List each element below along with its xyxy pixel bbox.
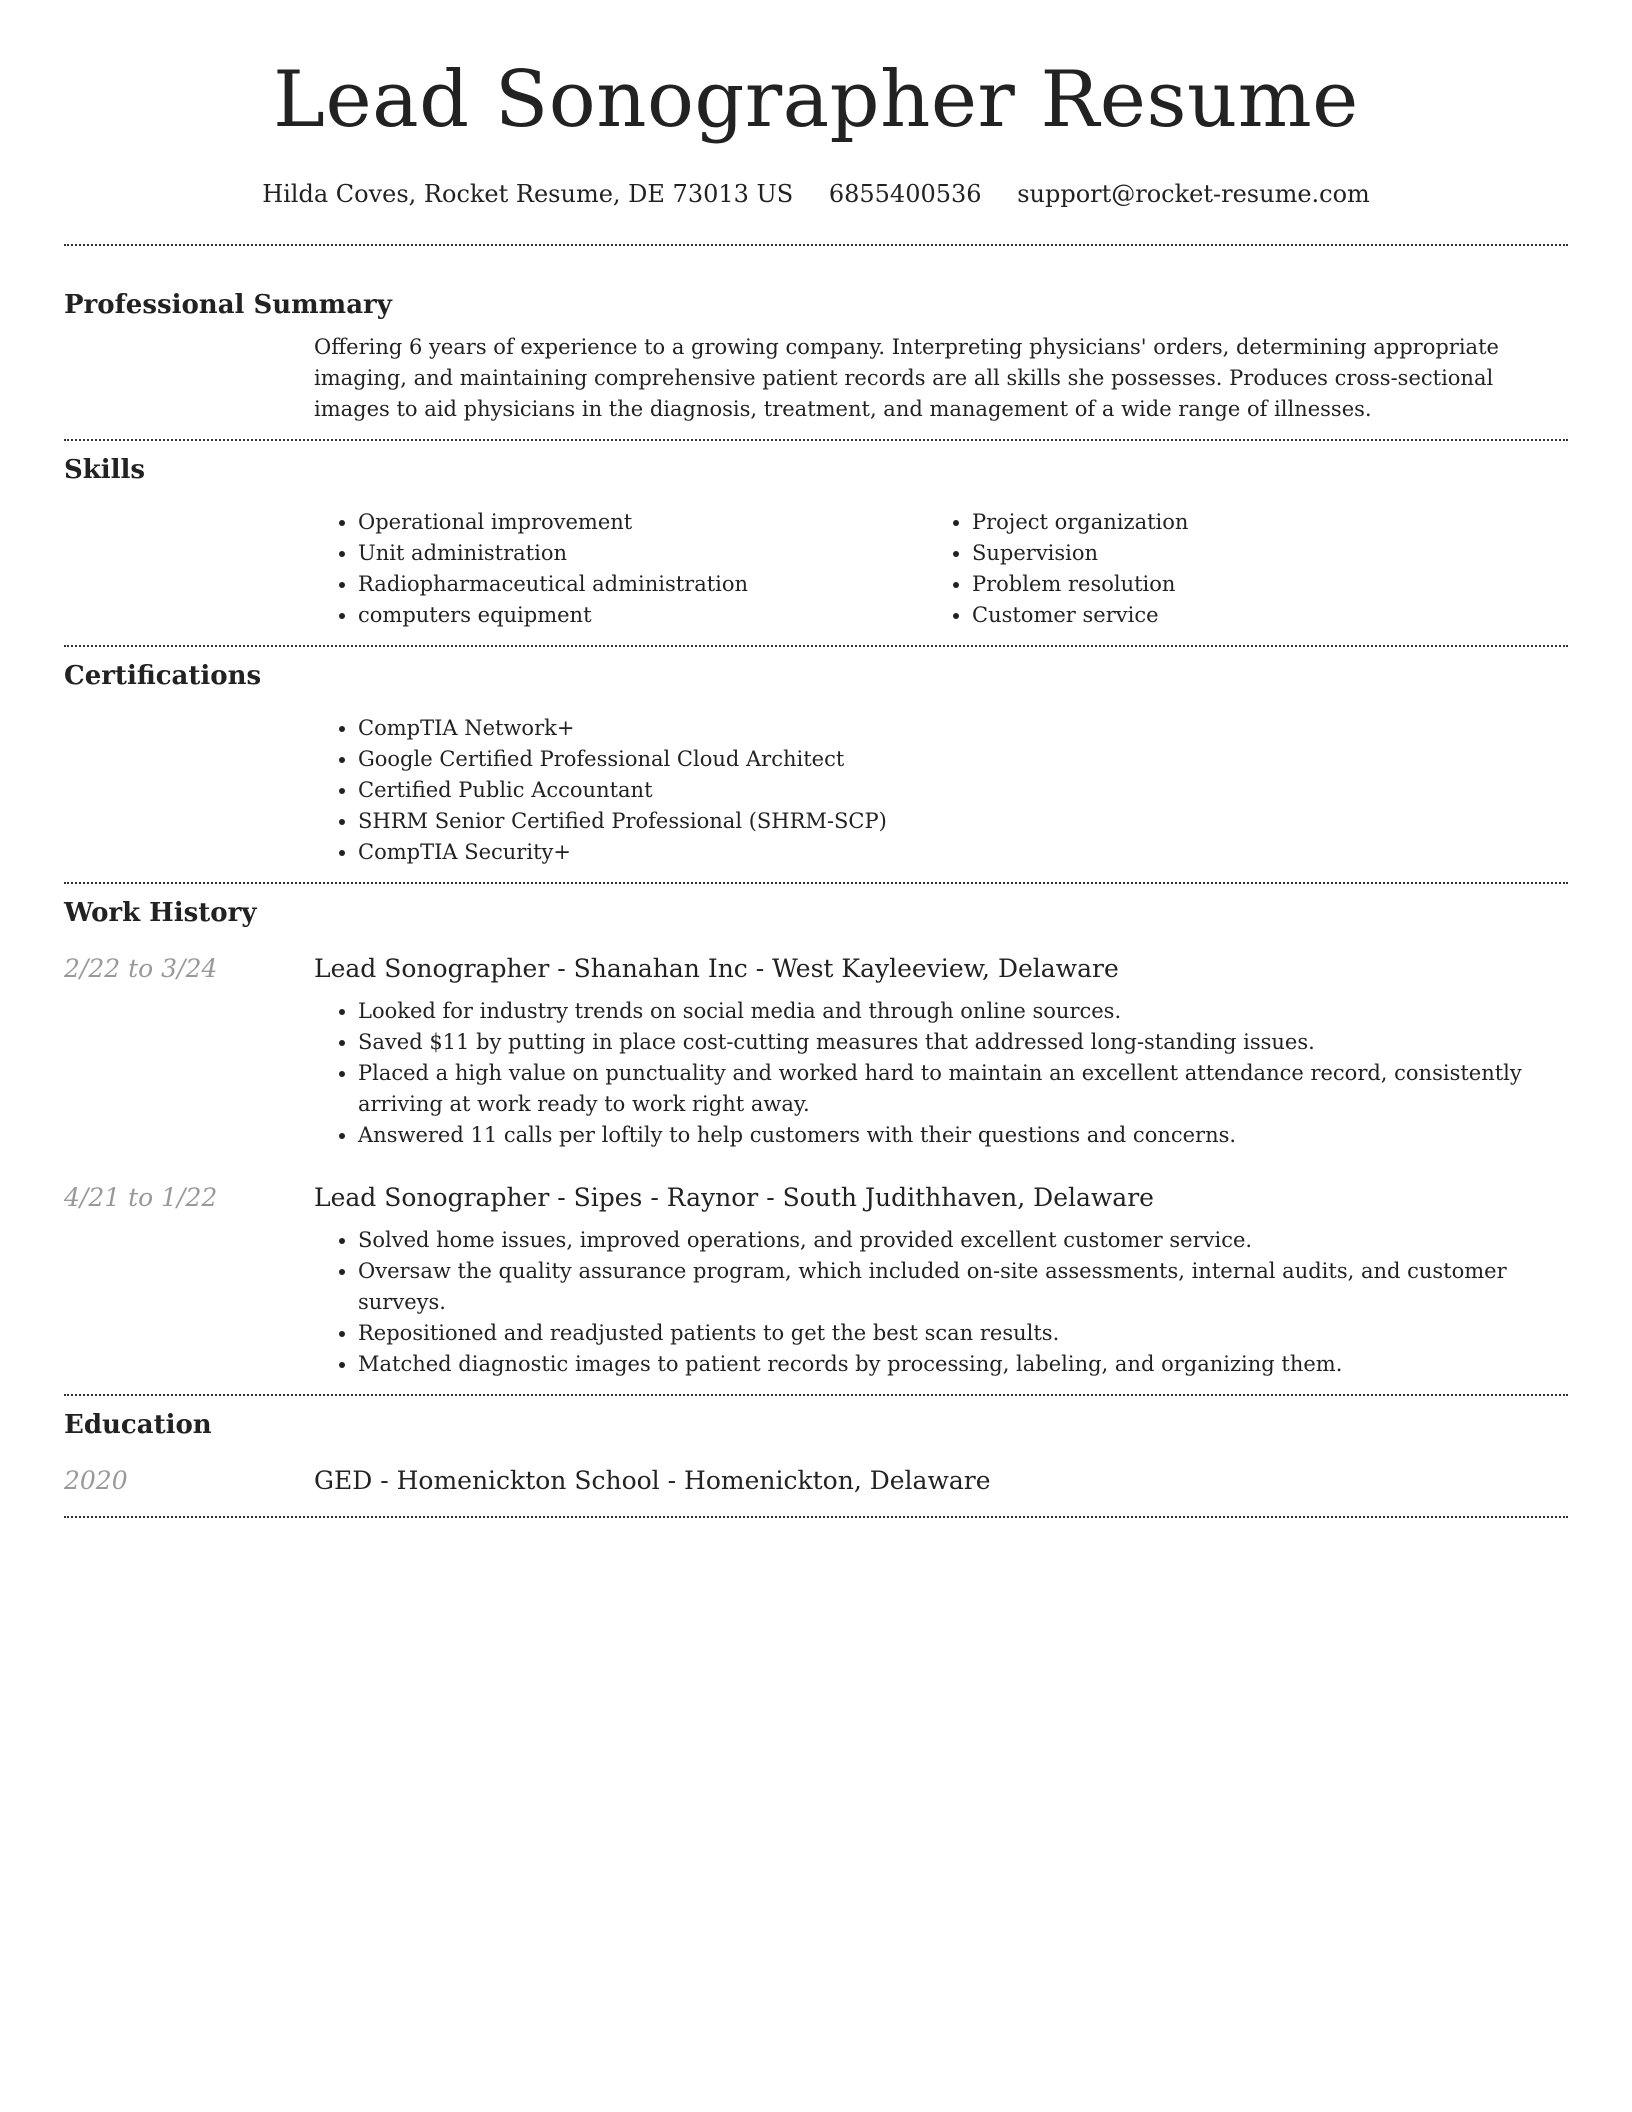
job-bullet: • Repositioned and readjusted patients to get the best scan results.	[358, 1318, 1568, 1349]
skills-column-right	[928, 507, 1542, 631]
skill-item: • Problem resolution	[972, 569, 1542, 600]
certifications-section	[64, 659, 1568, 882]
work-history-section	[64, 896, 1568, 1394]
education-title: GED - Homenickton School - Homenickton, Delaware	[314, 1466, 991, 1495]
skill-item: • Customer service	[972, 600, 1542, 631]
education-entry	[64, 1464, 1568, 1516]
job-bullets	[314, 1225, 1568, 1380]
job-bullet: • Oversaw the quality assurance program, which included on-site assessments, internal audits, and customer surveys.	[358, 1256, 1568, 1318]
job-title: Lead Sonographer - Sipes - Raynor - South Judithhaven, Delaware	[314, 1183, 1154, 1212]
certification-item: • CompTIA Network+	[358, 713, 1568, 744]
page-title: Lead Sonographer Resume	[273, 55, 1359, 145]
job-bullet: • Looked for industry trends on social media and through online sources.	[358, 996, 1568, 1027]
job-bullet: • Placed a high value on punctuality and worked hard to maintain an excellent attendance record, consistently arriving at work ready to work right away.	[358, 1058, 1568, 1120]
certification-item: • SHRM Senior Certified Professional (SHRM-SCP)	[358, 806, 1568, 837]
contact-phone: 6855400536	[828, 180, 982, 208]
job-bullet: • Saved $11 by putting in place cost-cutting measures that addressed long-standing issues.	[358, 1027, 1568, 1058]
section-divider	[64, 244, 1568, 246]
work-history-heading: Work History	[64, 898, 257, 928]
skills-heading: Skills	[64, 455, 146, 485]
skill-item: • Operational improvement	[358, 507, 928, 538]
section-divider	[64, 882, 1568, 884]
job-bullet: • Answered 11 calls per loftily to help customers with their questions and concerns.	[358, 1120, 1568, 1151]
job-dates: 2/22 to 3/24	[64, 954, 218, 983]
skills-column-left	[314, 507, 928, 631]
certifications-list	[314, 713, 1568, 882]
certification-item: • Google Certified Professional Cloud Architect	[358, 744, 1568, 775]
job-bullets	[314, 996, 1568, 1151]
skills-list	[314, 507, 1568, 645]
skill-item: • Project organization	[972, 507, 1542, 538]
skill-item: • Radiopharmaceutical administration	[358, 569, 928, 600]
skill-item: • Supervision	[972, 538, 1542, 569]
certifications-heading: Certifications	[64, 661, 262, 691]
skill-item: • Unit administration	[358, 538, 928, 569]
section-divider	[64, 645, 1568, 647]
contact-line	[64, 178, 1568, 210]
job-title: Lead Sonographer - Shanahan Inc - West Kayleeview, Delaware	[314, 954, 1119, 983]
certification-item: • CompTIA Security+	[358, 837, 1568, 868]
job-entry	[64, 1181, 1568, 1215]
section-divider	[64, 1394, 1568, 1396]
section-divider	[64, 439, 1568, 441]
job-entry	[64, 952, 1568, 986]
contact-email: support@rocket-resume.com	[1017, 180, 1370, 208]
education-year: 2020	[64, 1466, 128, 1495]
summary-section	[64, 288, 1568, 439]
summary-text: Offering 6 years of experience to a growing company. Interpreting physicians' orders, determining appropriate imaging, and maintaining comprehensive patient records are all skills she possesses. Produces cross-sectional images to aid physicians in the diagnosis, treatment, and management of a wide range of illnesses.	[314, 335, 1499, 421]
job-bullet: • Matched diagnostic images to patient records by processing, labeling, and organizing them.	[358, 1349, 1568, 1380]
job-dates: 4/21 to 1/22	[64, 1183, 218, 1212]
section-divider	[64, 1516, 1568, 1518]
job-bullet: • Solved home issues, improved operations, and provided excellent customer service.	[358, 1225, 1568, 1256]
skill-item: • computers equipment	[358, 600, 928, 631]
certification-item: • Certified Public Accountant	[358, 775, 1568, 806]
education-heading: Education	[64, 1410, 212, 1440]
contact-address: Hilda Coves, Rocket Resume, DE 73013 US	[262, 180, 794, 208]
summary-heading: Professional Summary	[64, 290, 392, 320]
education-section	[64, 1408, 1568, 1516]
skills-section	[64, 453, 1568, 645]
